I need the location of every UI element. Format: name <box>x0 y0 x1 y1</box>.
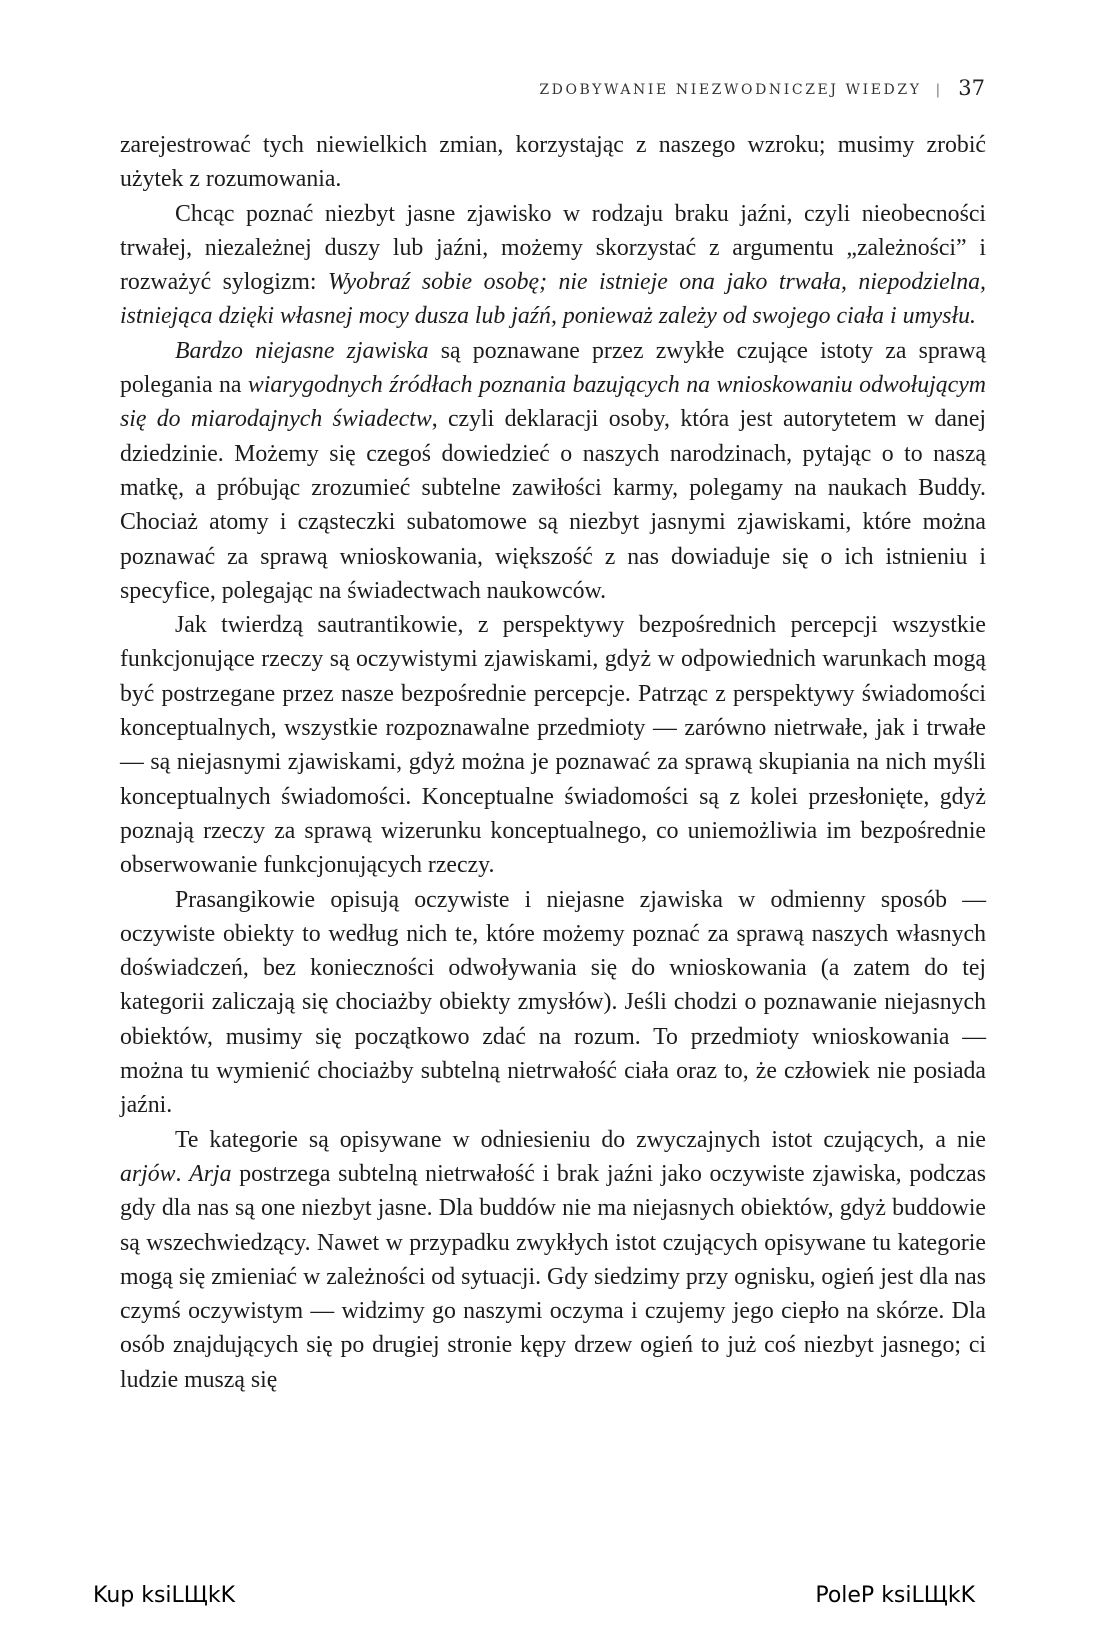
text-run: , czyli deklaracji osoby, która jest autorytetem w danej dziedzinie. Możemy się czegoś dowiedzieć o naszych narodzinach, pytając o to naszą matkę, a próbując zrozumieć subtelne zawiłości karmy, polegamy na naukach Buddy. Chociaż atomy i cząsteczki subatomowe są niezbyt jasnymi zjawiskami, które można poznawać za sprawą wnioskowania, większość z nas dowiaduje się o ich istnieniu i specyfice, polegając na świadectwach naukowców. <box>120 406 986 604</box>
italic-run: Wyobraź sobie osobę; nie istnieje ona jako trwała, niepodzielna, istniejąca dzięki własnej mocy dusza lub jaźń, ponieważ zależy od swojego ciała i umysłu. <box>120 269 986 330</box>
buy-book-link[interactable]: Kup ksiLЩkK <box>93 1583 236 1608</box>
running-head <box>120 76 985 100</box>
page-number: 37 <box>958 76 985 100</box>
text-run: są poznawane przez zwykłe czujące istoty za sprawą polegania na <box>120 337 986 399</box>
italic-run: wiarygodnych źródłach poznania bazujących na wnioskowaniu odwołującym się do miarodajnych świadectw <box>120 372 986 433</box>
paragraph <box>120 128 986 197</box>
italic-run: Arja <box>189 1160 232 1187</box>
paragraph <box>120 1123 986 1397</box>
italic-run: Bardzo niejasne zjawiska <box>175 337 429 364</box>
text-run: Chcąc poznać niezbyt jasne zjawisko w rodzaju braku jaźni, czyli nieobecności trwałej, niezależnej duszy lub jaźni, możemy skorzystać z argumentu „zależności” i rozważyć sylogizm: <box>120 200 986 296</box>
text-run: zarejestrować tych niewielkich zmian, korzystając z naszego wzroku; musimy zrobić użytek z rozumowania. <box>120 132 986 193</box>
recommend-book-link[interactable]: PoleP ksiLЩkK <box>815 1583 975 1608</box>
header-separator: | <box>935 82 941 98</box>
text-run: Te kategorie są opisywane w odniesieniu do zwyczajnych istot czujących, a nie <box>175 1126 986 1153</box>
text-run: Jak twierdzą sautrantikowie, z perspektywy bezpośrednich percepcji wszystkie funkcjonujące rzeczy są oczywistymi zjawiskami, gdyż w odpowiednich warunkach mogą być postrzegane przez nasze bezpośrednie percepcje. Patrząc z perspektywy świadomości konceptualnych, wszystkie rozpoznawalne przedmioty — zarówno nietrwałe, jak i trwałe — są niejasnymi zjawiskami, gdyż można je poznawać za sprawą skupiania na nich myśli konceptualnych świadomości. Konceptualne świadomości są z kolei przesłonięte, gdyż poznają rzeczy za sprawą wizerunku konceptualnego, co uniemożliwia im bezpośrednie obserwowanie funkcjonujących rzeczy. <box>120 612 986 879</box>
text-run: Prasangikowie opisują oczywiste i niejasne zjawiska w odmienny sposób — oczywiste obiekty to według nich te, które możemy poznać za sprawą naszych własnych doświadczeń, bez konieczności odwoływania się do wnioskowania (a zatem do tej kategorii zaliczają się chociażby obiekty zmysłów). Jeśli chodzi o poznawanie niejasnych obiektów, musimy się początkowo zdać na rozum. To przedmioty wnioskowania — można tu wymienić chociażby subtelną nietrwałość ciała oraz to, że człowiek nie posiada jaźni. <box>120 886 986 1119</box>
text-run: . <box>175 1160 190 1187</box>
paragraph <box>120 334 986 608</box>
body-text <box>120 128 986 1397</box>
paragraph <box>120 883 986 1123</box>
paragraph <box>120 197 986 334</box>
paragraph <box>120 608 986 882</box>
italic-run: arjów <box>120 1160 176 1187</box>
chapter-title: ZDOBYWANIE NIEZWODNICZEJ WIEDZY <box>539 82 922 98</box>
text-run: postrzega subtelną nietrwałość i brak jaźni jako oczywiste zjawiska, podczas gdy dla nas są one niezbyt jasne. Dla buddów nie ma niejasnych obiektów, gdyż buddowie są wszechwiedzący. Nawet w przypadku zwykłych istot czujących opisywane tu kategorie mogą się zmieniać w zależności od sytuacji. Gdy siedzimy przy ognisku, ogień jest dla nas czymś oczywistym — widzimy go naszymi oczyma i czujemy jego ciepło na skórze. Dla osób znajdujących się po drugiej stronie kępy drzew ogień to już coś niezbyt jasnego; ci ludzie muszą się <box>120 1160 986 1393</box>
